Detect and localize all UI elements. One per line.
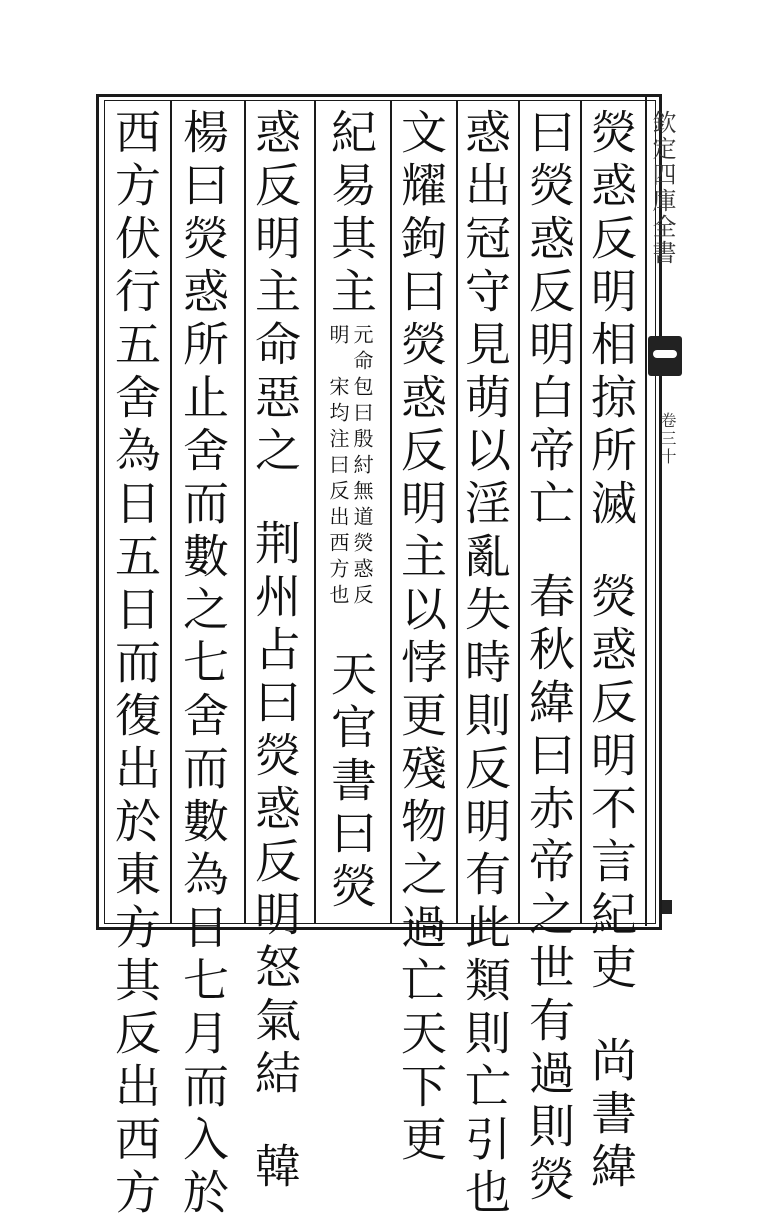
text-segment: 文耀鉤曰熒惑反明主以悖更殘物之過亡天下更: [394, 108, 448, 1168]
text-column-5: [324, 108, 378, 915]
text-segment: 韓: [248, 1142, 302, 1195]
annotation-note: 元命包曰殷紂無道熒惑反 明 宋均注曰反出西方也: [326, 324, 374, 610]
column-rule: [390, 100, 392, 924]
text-segment: 荆州占曰熒惑反明怒氣結: [248, 519, 302, 1102]
text-segment: 紀易其主: [324, 108, 378, 320]
text-column-1: [584, 108, 638, 1195]
column-rule: [244, 100, 246, 924]
text-segment: 曰熒惑反明白帝亡: [522, 108, 576, 532]
text-column-4: [394, 108, 448, 1168]
text-column-2: [522, 108, 576, 1208]
text-column-6: [248, 108, 302, 1195]
text-segment: 西方伏行五舍為日五日而復出於東方其反出西方: [108, 108, 162, 1221]
column-rule: [314, 100, 316, 924]
ink-blot: [662, 900, 672, 914]
fish-tail-mark-icon: [648, 336, 682, 376]
text-segment: 熒惑反明不言紀吏: [584, 572, 638, 996]
margin-book-title: 欽定四庫全書: [648, 110, 676, 266]
text-segment: 春秋緯曰赤帝之世有過則熒: [522, 572, 576, 1208]
margin-volume-label: 卷三十: [658, 412, 677, 466]
text-column-7: [176, 108, 230, 1221]
column-rule: [170, 100, 172, 924]
text-column-3: [458, 108, 512, 1221]
text-segment: 尚書緯: [584, 1036, 638, 1195]
text-column-8: [108, 108, 162, 1221]
column-rule: [580, 100, 582, 924]
text-segment: 惑反明主命惡之: [248, 108, 302, 479]
text-segment: 惑出冠守見萌以淫亂失時則反明有此類則亡引也: [458, 108, 512, 1221]
text-segment: 熒惑反明相掠所滅: [584, 108, 638, 532]
column-rule: [518, 100, 520, 924]
text-segment: 天官書曰熒: [324, 650, 378, 915]
text-segment: 楊曰熒惑所止舍而數之七舍而數為日七月而入於: [176, 108, 230, 1221]
